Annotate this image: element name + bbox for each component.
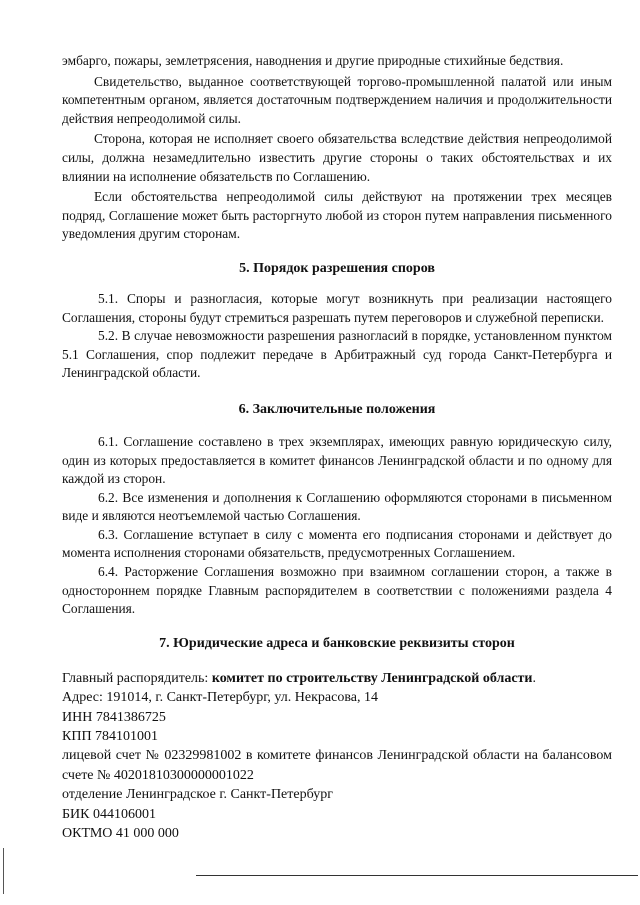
clause-6-2: 6.2. Все изменения и дополнения к Соглашению оформляются сторонами в письменном виде и являются неотъемлемой частью Соглашения. xyxy=(62,489,612,524)
account-line: лицевой счет № 02329981002 в комитете финансов Ленинградской области на балансовом счете № 40201810300000001022 xyxy=(62,748,612,783)
section-6-heading: 6. Заключительные положения xyxy=(238,401,436,417)
document-body xyxy=(62,52,612,844)
scan-edge-mark xyxy=(3,848,4,894)
main-distributor-name: комитет по строительству Ленинградской области xyxy=(211,670,533,686)
continuation-line: эмбарго, пожары, землетрясения, наводнения и другие природные стихийные бедствия. xyxy=(62,53,564,68)
clause-6-4: 6.4. Расторжение Соглашения возможно при взаимном соглашении сторон, а также в одностороннем порядке Главным распорядителем в соответствии с положениями раздела 4 Соглашения. xyxy=(62,564,612,617)
main-distributor-label: Главный распорядитель: xyxy=(62,670,212,686)
main-distributor-end: . xyxy=(532,670,536,686)
force-majeure-termination-paragraph: Если обстоятельства непреодолимой силы действуют на протяжении трех месяцев подряд, Соглашение может быть расторгнуто любой из сторон путем направления письменного уведомления другим сторонам. xyxy=(62,189,612,242)
bottom-rule xyxy=(196,875,638,876)
clause-6-1: 6.1. Соглашение составлено в трех экземплярах, имеющих равную юридическую силу, один из которых предоставляется в комитет финансов Ленинградской области и по одному для каждой из сторон. xyxy=(62,433,612,487)
force-majeure-certificate-paragraph: Свидетельство, выданное соответствующей торгово-промышленной палатой или иным компетентным органом, является достаточным подтверждением наличия и продолжительности действия непреодолимой силы. xyxy=(62,73,612,126)
kpp-line: КПП 784101001 xyxy=(62,729,159,745)
main-distributor-line xyxy=(62,669,612,688)
branch-line: отделение Ленинградское г. Санкт-Петербург xyxy=(62,787,333,803)
address-line: Адрес: 191014, г. Санкт-Петербург, ул. Некрасова, 14 xyxy=(62,690,378,706)
clause-5-1: 5.1. Споры и разногласия, которые могут возникнуть при реализации настоящего Соглашения, стороны будут стремиться разрешать путем переговоров и служебной переписки. xyxy=(62,290,612,325)
bik-line: БИК 044106001 xyxy=(62,806,156,822)
section-7-heading: 7. Юридические адреса и банковские реквизиты сторон xyxy=(159,635,515,651)
inn-line: ИНН 7841386725 xyxy=(62,709,166,725)
clause-6-3: 6.3. Соглашение вступает в силу с момента его подписания сторонами и действует до момента исполнения сторонами обязательств, предусмотренных Соглашением. xyxy=(62,526,612,561)
oktmo-line: ОКТМО 41 000 000 xyxy=(62,826,179,842)
clause-5-2: 5.2. В случае невозможности разрешения разногласий в порядке, установленном пунктом 5.1 Соглашения, спор подлежит передаче в Арбитражный суд города Санкт-Петербурга и Ленинградской области. xyxy=(62,328,612,381)
force-majeure-notice-paragraph: Сторона, которая не исполняет своего обязательства вследствие действия непреодолимой силы, должна незамедлительно известить другие стороны о таких обстоятельствах и их влиянии на исполнение обязательств по Соглашению. xyxy=(62,131,612,184)
section-5-heading: 5. Порядок разрешения споров xyxy=(239,260,435,276)
requisites-block xyxy=(62,669,612,844)
